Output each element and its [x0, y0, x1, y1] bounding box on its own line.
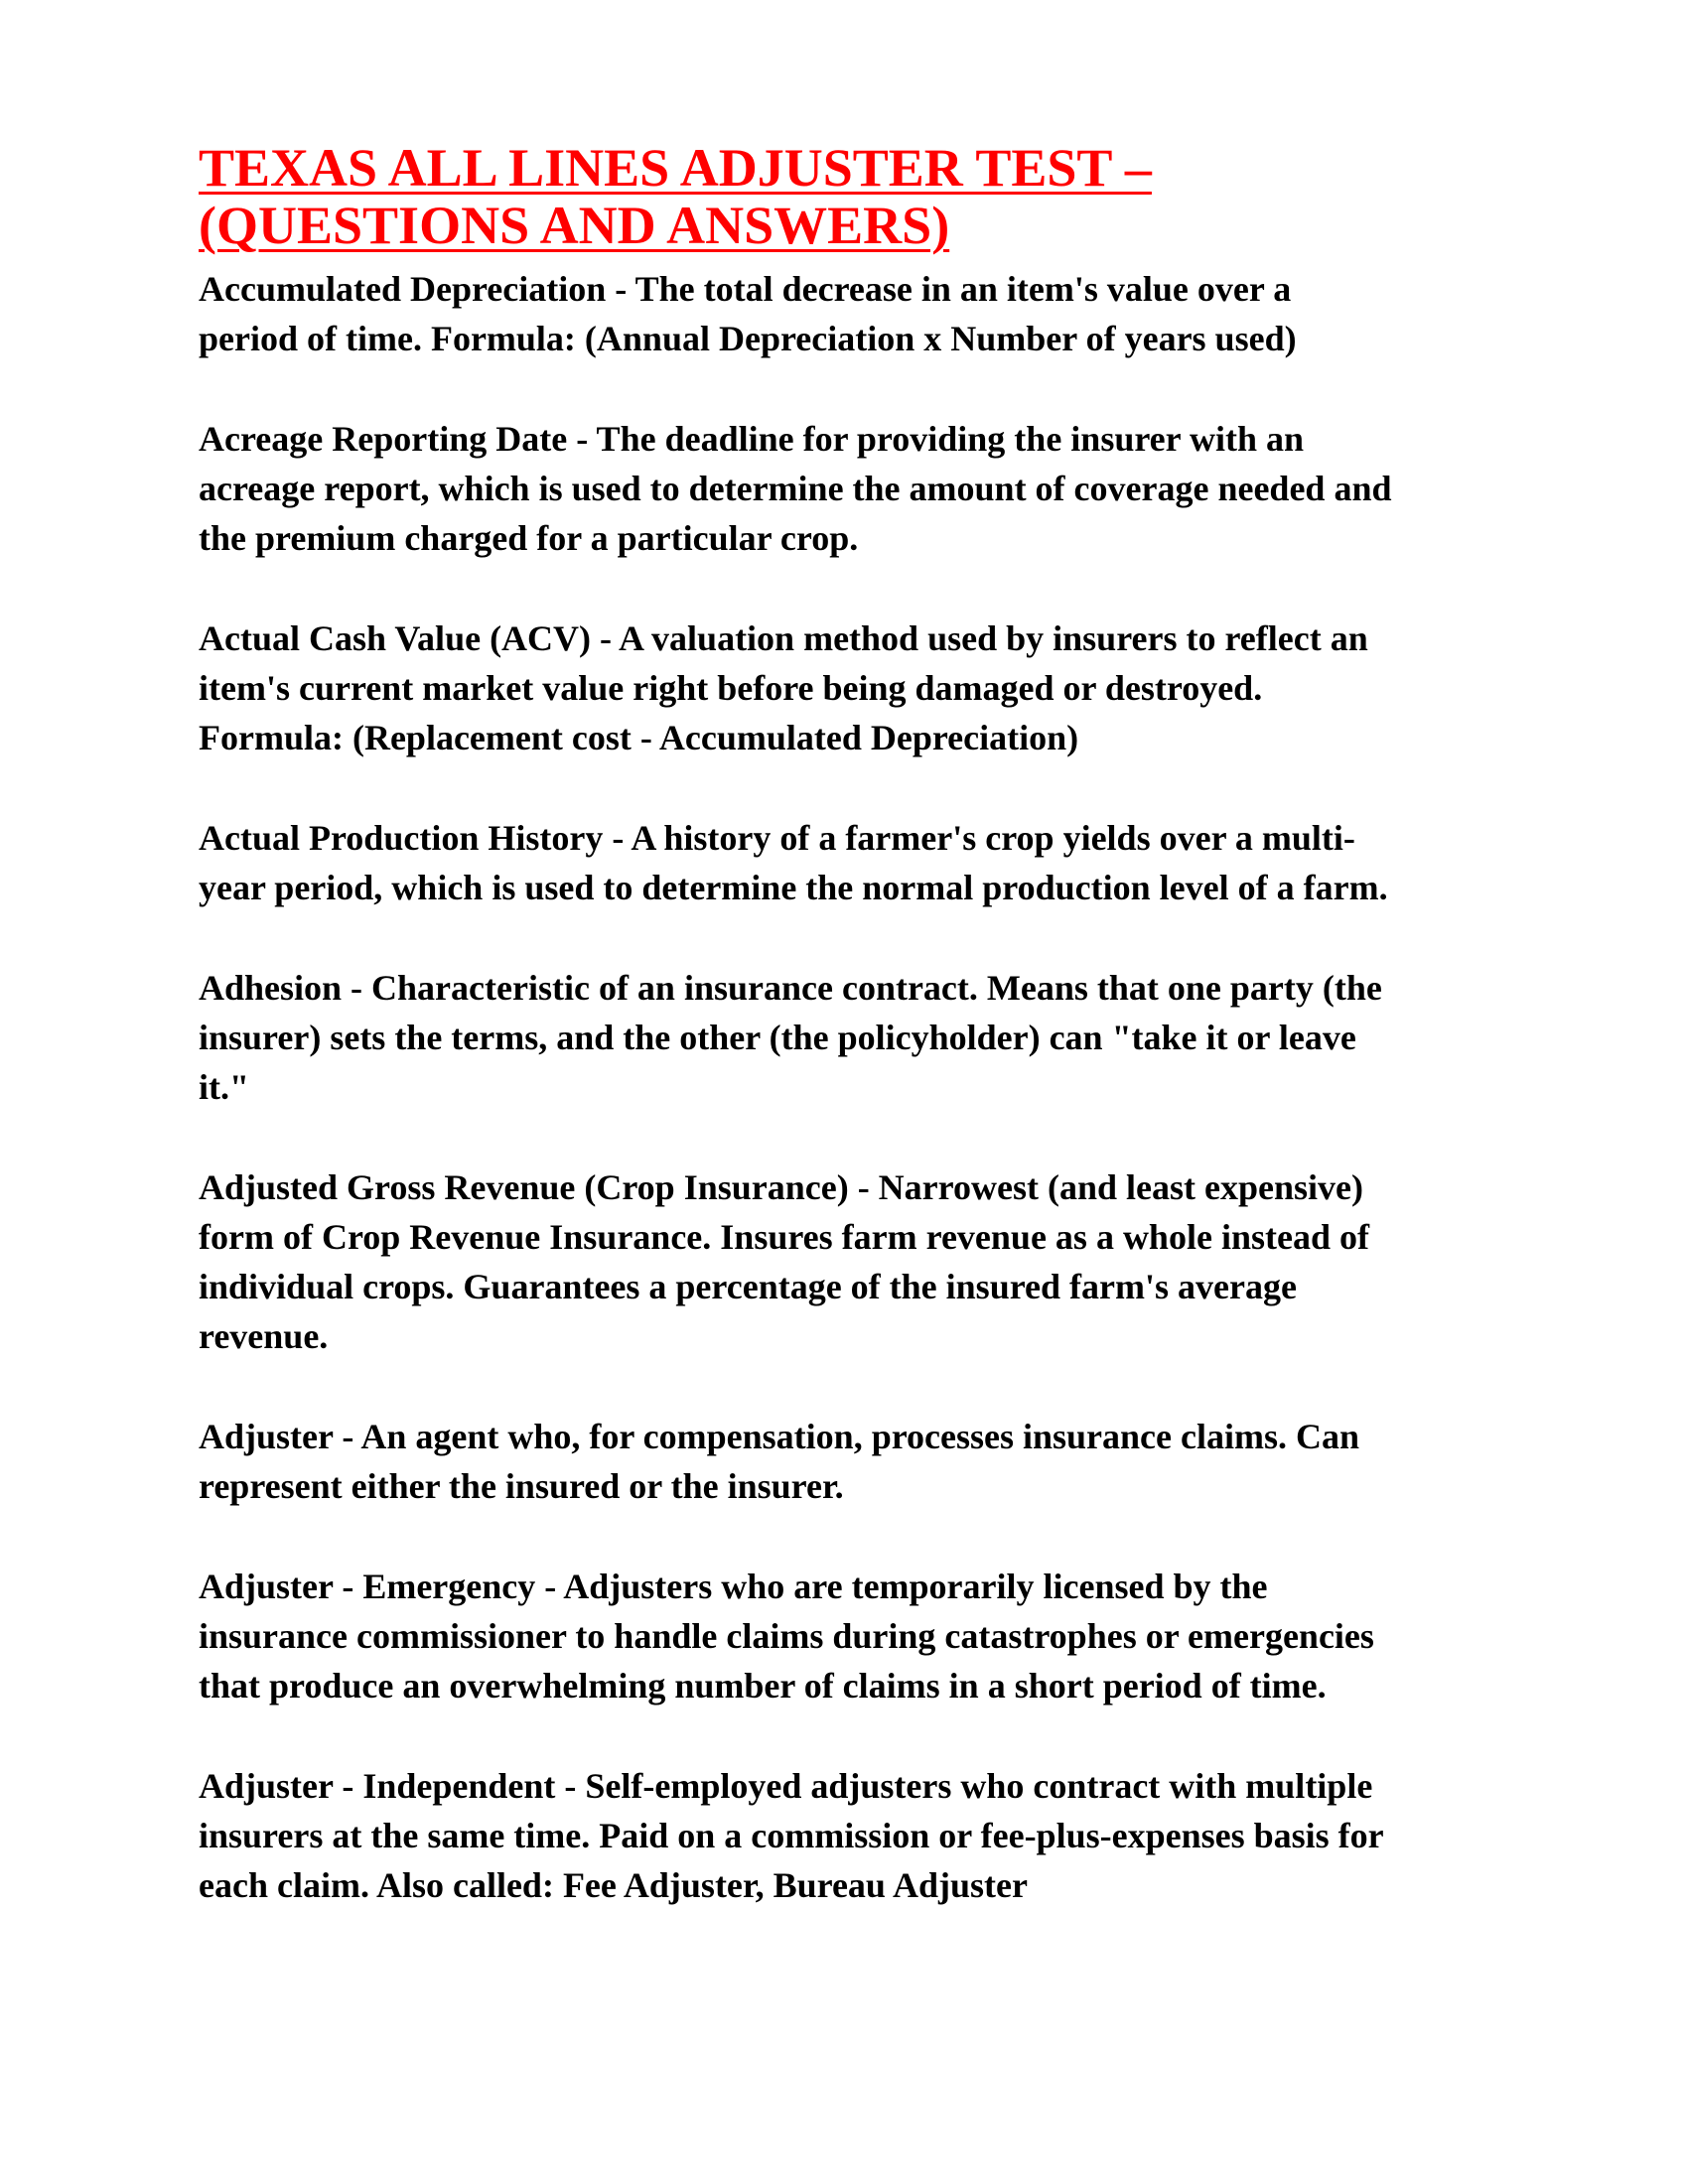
glossary-entry-line: Actual Production History - A history of a farmer's crop yields over a multi-	[199, 818, 1355, 858]
glossary-entry-line: Accumulated Depreciation - The total decrease in an item's value over a	[199, 269, 1292, 309]
document-page	[199, 0, 1509, 2184]
page-title-line-2: (QUESTIONS AND ANSWERS)	[199, 196, 950, 255]
glossary-entry-line: year period, which is used to determine the normal production level of a farm.	[199, 868, 1388, 907]
glossary-entry	[199, 614, 1509, 762]
glossary-entry-line: insurer) sets the terms, and the other (the policyholder) can "take it or leave	[199, 1018, 1356, 1057]
glossary-entry-line: that produce an overwhelming number of claims in a short period of time.	[199, 1666, 1327, 1706]
glossary-entry-line: Adhesion - Characteristic of an insurance contract. Means that one party (the	[199, 968, 1382, 1008]
page-title-line-1: TEXAS ALL LINES ADJUSTER TEST –	[199, 138, 1152, 198]
glossary-entry-line: period of time. Formula: (Annual Depreciation x Number of years used)	[199, 319, 1297, 358]
glossary-entry	[199, 1412, 1509, 1511]
glossary-entry-line: Adjuster - Emergency - Adjusters who are temporarily licensed by the	[199, 1567, 1268, 1606]
glossary-entries	[199, 264, 1509, 1910]
glossary-entry-line: Adjuster - Independent - Self-employed adjusters who contract with multiple	[199, 1766, 1373, 1806]
glossary-entry-line: each claim. Also called: Fee Adjuster, Bureau Adjuster	[199, 1865, 1028, 1905]
glossary-entry-line: insurance commissioner to handle claims during catastrophes or emergencies	[199, 1616, 1374, 1656]
glossary-entry-line: represent either the insured or the insurer.	[199, 1466, 844, 1506]
glossary-entry	[199, 813, 1509, 912]
glossary-entry-line: Formula: (Replacement cost - Accumulated Depreciation)	[199, 718, 1079, 757]
glossary-entry-line: acreage report, which is used to determine the amount of coverage needed and	[199, 469, 1392, 508]
glossary-entry-line: Actual Cash Value (ACV) - A valuation method used by insurers to reflect an	[199, 618, 1368, 658]
glossary-entry-line: the premium charged for a particular crop.	[199, 518, 859, 558]
glossary-entry-line: individual crops. Guarantees a percentage of the insured farm's average	[199, 1267, 1297, 1306]
glossary-entry-line: Adjuster - An agent who, for compensation, processes insurance claims. Can	[199, 1417, 1360, 1456]
glossary-entry-line: form of Crop Revenue Insurance. Insures farm revenue as a whole instead of	[199, 1217, 1369, 1257]
glossary-entry	[199, 1162, 1509, 1361]
glossary-entry	[199, 1761, 1509, 1910]
glossary-entry	[199, 963, 1509, 1112]
glossary-entry-line: insurers at the same time. Paid on a commission or fee-plus-expenses basis for	[199, 1816, 1384, 1855]
glossary-entry-line: item's current market value right before being damaged or destroyed.	[199, 668, 1263, 708]
glossary-entry	[199, 414, 1509, 563]
glossary-entry-line: it."	[199, 1067, 249, 1107]
glossary-entry	[199, 1562, 1509, 1710]
glossary-entry-line: Adjusted Gross Revenue (Crop Insurance) - Narrowest (and least expensive)	[199, 1167, 1363, 1207]
glossary-entry	[199, 264, 1509, 363]
glossary-entry-line: Acreage Reporting Date - The deadline for providing the insurer with an	[199, 419, 1305, 459]
page-title	[199, 0, 1509, 254]
glossary-entry-line: revenue.	[199, 1316, 329, 1356]
